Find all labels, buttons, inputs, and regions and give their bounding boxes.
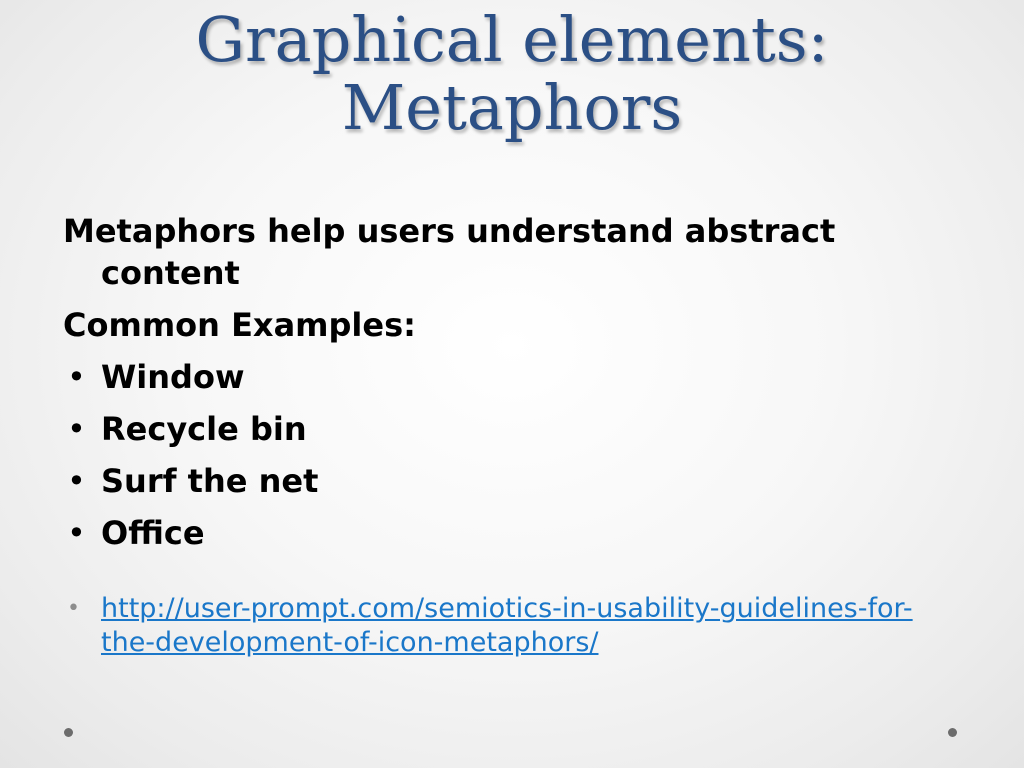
list-item xyxy=(63,460,963,502)
list-item-label: Surf the net xyxy=(101,462,319,500)
bullet-icon: • xyxy=(67,596,80,621)
list-item xyxy=(63,356,963,398)
decorative-dot-right xyxy=(948,728,957,737)
slide-title-line-2: Metaphors xyxy=(341,71,683,144)
bullet-icon: • xyxy=(67,462,86,500)
examples-list xyxy=(63,356,963,554)
reference-link-item xyxy=(63,592,963,660)
intro-paragraph: Metaphors help users understand abstract content xyxy=(63,212,836,292)
bullet-icon: • xyxy=(67,514,86,552)
slide-title xyxy=(0,3,1024,144)
reference-link[interactable]: http://user-prompt.com/semiotics-in-usability-guidelines-for-the-development-of-icon-metaphors/ xyxy=(101,593,913,658)
list-item-label: Office xyxy=(101,514,205,552)
list-item-label: Window xyxy=(101,358,245,396)
list-item xyxy=(63,408,963,450)
slide-body xyxy=(63,210,963,660)
slide-title-line-1: Graphical elements: xyxy=(195,3,829,76)
examples-heading: Common Examples: xyxy=(63,306,416,344)
bullet-icon: • xyxy=(67,410,86,448)
decorative-dot-left xyxy=(64,728,73,737)
list-item xyxy=(63,512,963,554)
list-item-label: Recycle bin xyxy=(101,410,307,448)
bullet-icon: • xyxy=(67,358,86,396)
